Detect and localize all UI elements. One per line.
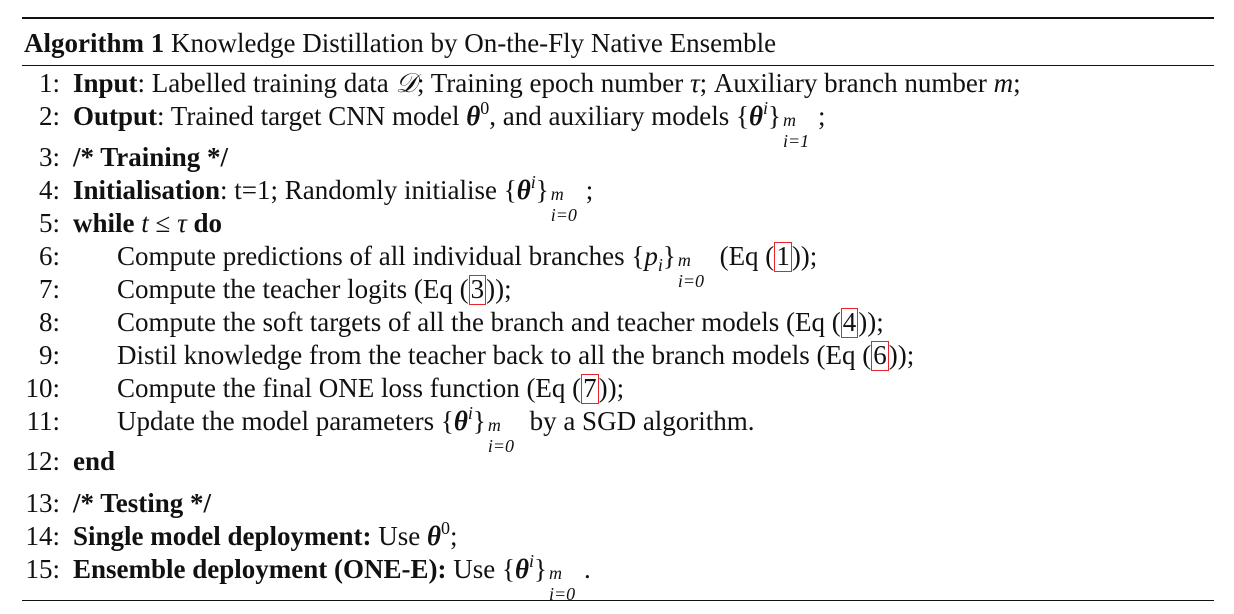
line-number: 1: [38, 68, 60, 98]
algorithm-line-15: 15: Ensemble deployment (ONE-E): Use $\{\theta^i\}$ m i=0 . [0, 552, 1234, 586]
line-number: 10: [25, 373, 60, 403]
line-number: 9: [38, 340, 60, 370]
line-number: 7: [38, 274, 60, 304]
line-number: 12: [25, 446, 60, 476]
equation-ref-link[interactable]: 7 [583, 373, 597, 403]
equation-ref-link[interactable]: 4 [842, 307, 857, 337]
line-number: 14: [25, 521, 60, 551]
algorithm-line-12: 12: end [0, 444, 1234, 478]
top-rule [22, 17, 1214, 19]
line-number: 13: [25, 488, 60, 518]
algorithm-line-1: 1: Input: Labelled training data 𝒟; Training epoch number τ; Auxiliary branch number m; [0, 66, 1234, 100]
algorithm-line-10: 10: Compute the final ONE loss function (Eq (7)); [0, 371, 1234, 405]
algorithm-line-4: 4: Initialisation: t=1; Randomly initialise $\{\theta^i\}$ m i=0 ; [0, 173, 1234, 207]
algorithm-line-8: 8: Compute the soft targets of all the branch and teacher models (Eq (4)); [0, 305, 1234, 339]
equation-ref-link[interactable]: 1 [776, 241, 790, 271]
line-number: 8: [38, 307, 60, 337]
line-number: 4: [38, 175, 60, 205]
algorithm-line-9: 9: Distil knowledge from the teacher back to all the branch models (Eq (6)); [0, 338, 1234, 372]
algorithm-caption [24, 26, 776, 60]
algorithm-line-5: 5: while t ≤ τ do [0, 206, 1234, 240]
line-number: 5: [38, 208, 60, 238]
line-number: 2: [38, 101, 60, 131]
algorithm-line-14: 14: Single model deployment: Use $\theta^0$; [0, 519, 1234, 553]
algorithm-line-13: 13: /* Testing */ [0, 486, 1234, 520]
algorithm-line-7: 7: Compute the teacher logits (Eq (3)); [0, 272, 1234, 306]
algorithm-line-3: 3: /* Training */ [0, 140, 1234, 174]
algorithm-title: Knowledge Distillation by On-the-Fly Native Ensemble [170, 28, 777, 58]
equation-ref-link[interactable]: 3 [470, 274, 485, 304]
algorithm-line-2: 2: Output: Trained target CNN model $\theta^0$, and auxiliary models $\{\theta^i\}$ m i=1 ; [0, 99, 1234, 133]
line-number: 3: [38, 142, 60, 172]
algorithm-label: Algorithm 1 [24, 28, 165, 58]
line-number: 11: [26, 406, 60, 436]
bottom-rule [22, 600, 1214, 601]
algorithm-line-6: 6: Compute predictions of all individual branches $\{p_i\}$ m i=0 (Eq (1)); [0, 239, 1234, 273]
dataset-symbol: 𝒟 [395, 68, 417, 99]
line-number: 6: [38, 241, 60, 271]
equation-ref-link[interactable]: 6 [873, 340, 887, 370]
line-number: 15: [25, 554, 60, 584]
algorithm-line-11: 11: Update the model parameters $\{\theta^i\}$ m i=0 by a SGD algorithm. [0, 404, 1234, 438]
